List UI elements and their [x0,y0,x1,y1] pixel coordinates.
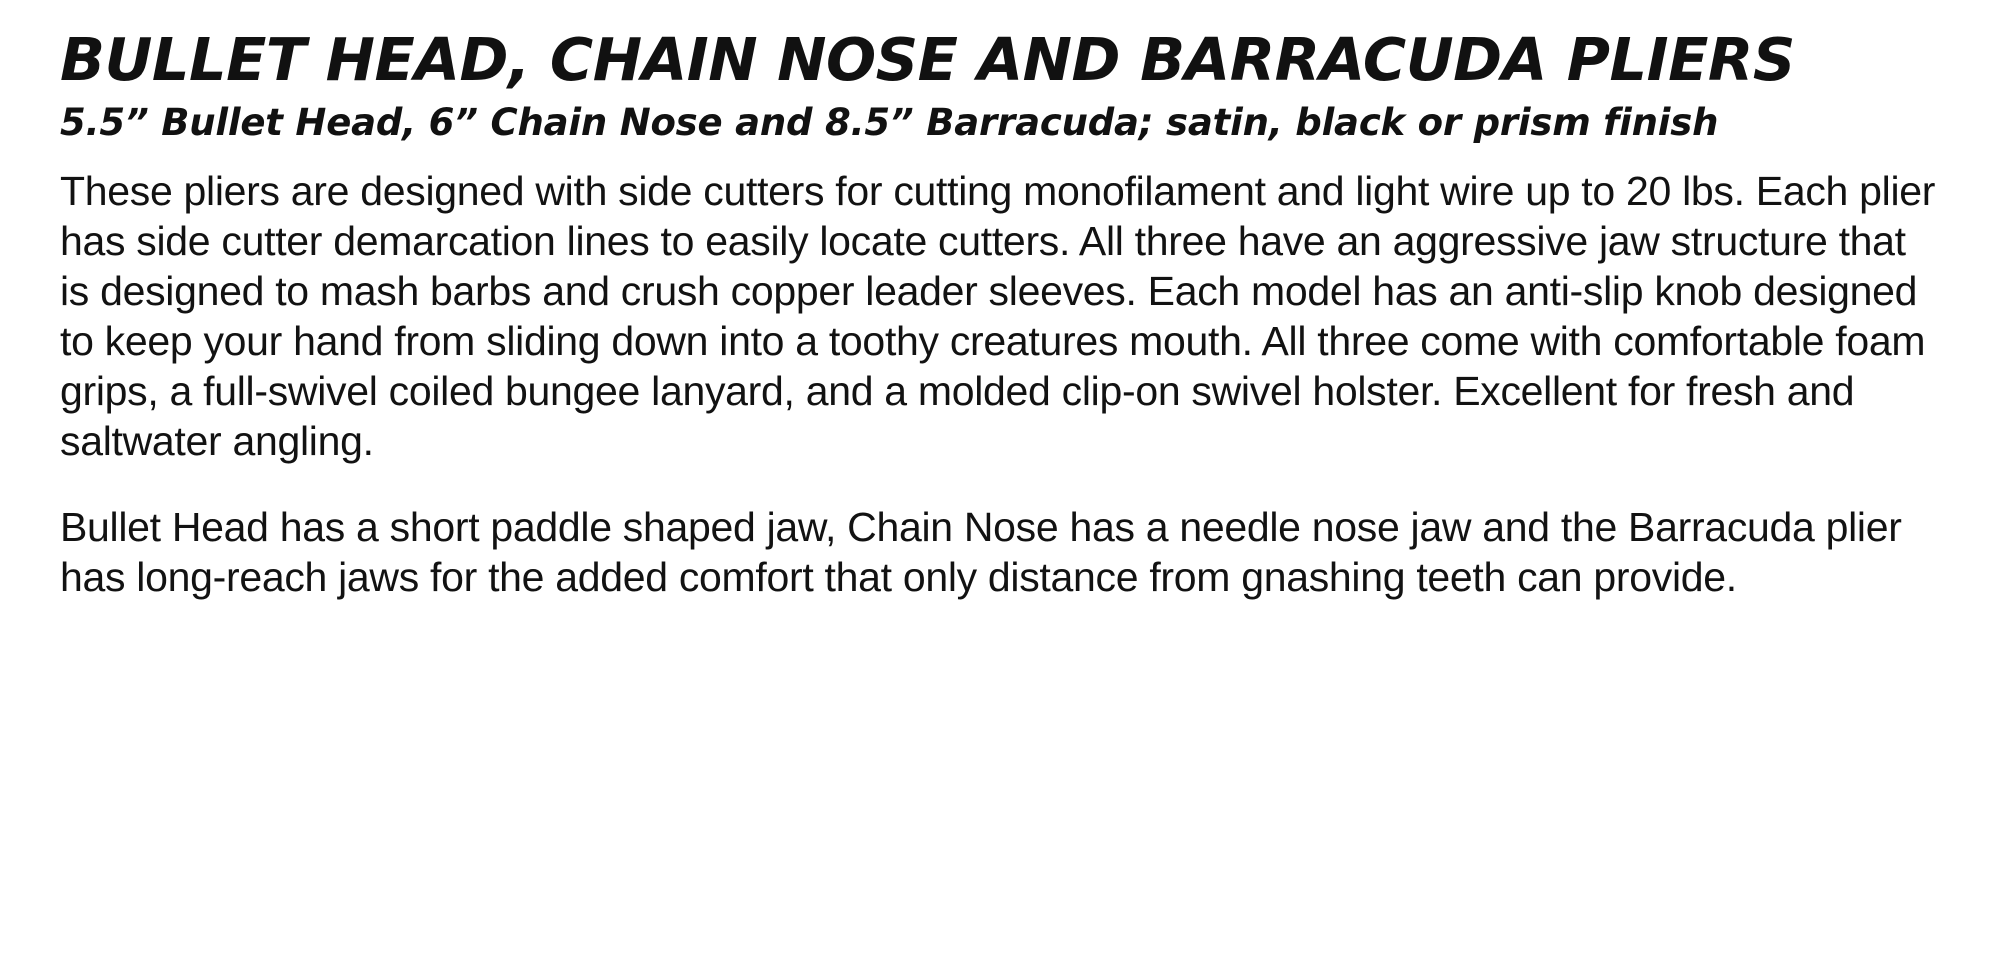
body-paragraph-2: Bullet Head has a short paddle shaped jaw, Chain Nose has a needle nose jaw and the Barracuda plier has long-reach jaws for the added comfort that only distance from gnashing teeth can provide. [60,504,1902,601]
page-title: BULLET HEAD, CHAIN NOSE AND BARRACUDA PLIERS [60,25,1795,94]
body-paragraph-1: These pliers are designed with side cutters for cutting monofilament and light wire up to 20 lbs. Each plier has side cutter demarcation lines to easily locate cutters. All three have an aggressive jaw structure that is designed to mash barbs and crush copper leader sleeves. Each model has an anti-slip knob designed to keep your hand from sliding down into a toothy creatures mouth. All three come with comfortable foam grips, a full-swivel coiled bungee lanyard, and a molded clip-on swivel holster. Excellent for fresh and saltwater angling. [60,168,1936,465]
page-subtitle: 5.5” Bullet Head, 6” Chain Nose and 8.5” Barracuda; satin, black or prism finish [60,100,1719,144]
